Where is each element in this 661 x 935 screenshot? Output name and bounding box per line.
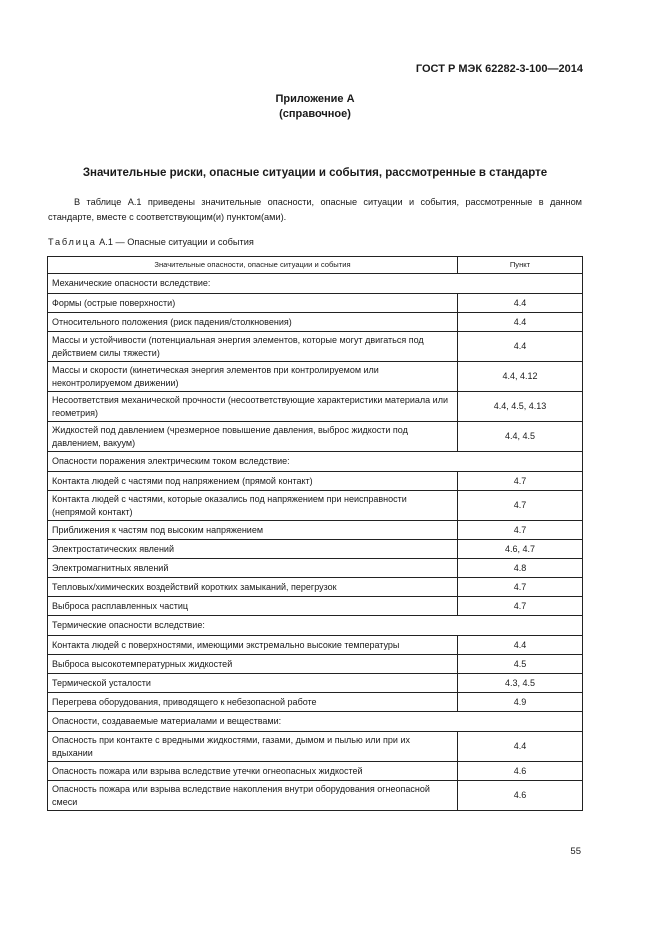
table-row xyxy=(48,636,583,655)
section-title: Термические опасности вследствие: xyxy=(48,616,583,636)
table-row xyxy=(48,597,583,616)
table-caption-label: Таблица xyxy=(48,237,97,247)
appendix-title: Приложение А xyxy=(275,93,355,105)
hazard-cell: Массы и скорости (кинетическая энергия элементов при контролируемом или неконтролируемом движении) xyxy=(48,362,458,392)
intro-paragraph: В таблице А.1 приведены значительные опасности, опасные ситуации и события, рассмотренные в данном стандарте, вместе с соответствующим(и) пунктом(ами). xyxy=(48,197,582,222)
clause-cell: 4.5 xyxy=(458,655,583,674)
hazard-cell: Опасность при контакте с вредными жидкостями, газами, дымом и пылью или при их вдыхании xyxy=(48,732,458,762)
table-row xyxy=(48,693,583,712)
hazard-cell: Термической усталости xyxy=(48,674,458,693)
clause-cell: 4.4 xyxy=(458,636,583,655)
hazard-cell: Контакта людей с поверхностями, имеющими экстремально высокие температуры xyxy=(48,636,458,655)
table-row xyxy=(48,422,583,452)
section-title: Опасности поражения электрическим током вследствие: xyxy=(48,452,583,472)
table-row xyxy=(48,332,583,362)
table-row xyxy=(48,294,583,313)
hazard-cell: Приближения к частям под высоким напряжением xyxy=(48,521,458,540)
table-row xyxy=(48,392,583,422)
clause-cell: 4.4 xyxy=(458,332,583,362)
standard-code: ГОСТ Р МЭК 62282-3-100—2014 xyxy=(415,63,583,75)
hazard-cell: Электромагнитных явлений xyxy=(48,559,458,578)
table-caption xyxy=(48,237,254,247)
table-section-row xyxy=(48,274,583,294)
clause-cell: 4.8 xyxy=(458,559,583,578)
table-section-row xyxy=(48,712,583,732)
clause-cell: 4.9 xyxy=(458,693,583,712)
hazard-cell: Перегрева оборудования, приводящего к небезопасной работе xyxy=(48,693,458,712)
table-row xyxy=(48,732,583,762)
hazard-cell: Массы и устойчивости (потенциальная энергия элементов, которые могут двигаться под действием силы тяжести) xyxy=(48,332,458,362)
clause-cell: 4.7 xyxy=(458,578,583,597)
clause-cell: 4.4, 4.5, 4.13 xyxy=(458,392,583,422)
hazard-cell: Формы (острые поверхности) xyxy=(48,294,458,313)
clause-cell: 4.4 xyxy=(458,294,583,313)
column-header-clause: Пункт xyxy=(458,257,583,274)
hazard-cell: Электростатических явлений xyxy=(48,540,458,559)
hazard-cell: Опасность пожара или взрыва вследствие накопления внутри оборудования огнеопасной смеси xyxy=(48,781,458,811)
page-number: 55 xyxy=(570,846,581,857)
hazard-cell: Тепловых/химических воздействий коротких замыканий, перегрузок xyxy=(48,578,458,597)
clause-cell: 4.4 xyxy=(458,313,583,332)
hazard-cell: Относительного положения (риск падения/столкновения) xyxy=(48,313,458,332)
clause-cell: 4.6 xyxy=(458,762,583,781)
clause-cell: 4.7 xyxy=(458,521,583,540)
section-title: Механические опасности вследствие: xyxy=(48,274,583,294)
table-row xyxy=(48,472,583,491)
table-caption-text: А.1 — Опасные ситуации и события xyxy=(96,237,254,247)
column-header-hazard: Значительные опасности, опасные ситуации и события xyxy=(48,257,458,274)
table-section-row xyxy=(48,616,583,636)
table-section-row xyxy=(48,452,583,472)
clause-cell: 4.7 xyxy=(458,597,583,616)
appendix-subtitle: (справочное) xyxy=(279,108,351,120)
clause-cell: 4.6, 4.7 xyxy=(458,540,583,559)
hazard-cell: Выброса высокотемпературных жидкостей xyxy=(48,655,458,674)
clause-cell: 4.7 xyxy=(458,472,583,491)
hazards-table xyxy=(47,256,583,811)
hazard-cell: Опасность пожара или взрыва вследствие утечки огнеопасных жидкостей xyxy=(48,762,458,781)
clause-cell: 4.3, 4.5 xyxy=(458,674,583,693)
section-title: Опасности, создаваемые материалами и веществами: xyxy=(48,712,583,732)
table-header-row xyxy=(48,257,583,274)
table-row xyxy=(48,674,583,693)
clause-cell: 4.6 xyxy=(458,781,583,811)
hazard-cell: Выброса расплавленных частиц xyxy=(48,597,458,616)
section-heading: Значительные риски, опасные ситуации и события, рассмотренные в стандарте xyxy=(82,167,548,179)
table-row xyxy=(48,491,583,521)
hazard-cell: Несоответствия механической прочности (несоответствующие характеристики материала или геометрия) xyxy=(48,392,458,422)
clause-cell: 4.4, 4.5 xyxy=(458,422,583,452)
clause-cell: 4.7 xyxy=(458,491,583,521)
table-row xyxy=(48,313,583,332)
hazard-cell: Жидкостей под давлением (чрезмерное повышение давления, выброс жидкости под давлением, вакуум) xyxy=(48,422,458,452)
table-row xyxy=(48,655,583,674)
table-row xyxy=(48,762,583,781)
clause-cell: 4.4 xyxy=(458,732,583,762)
table-row xyxy=(48,781,583,811)
hazard-cell: Контакта людей с частями под напряжением (прямой контакт) xyxy=(48,472,458,491)
table-row xyxy=(48,362,583,392)
table-row xyxy=(48,540,583,559)
table-row xyxy=(48,578,583,597)
clause-cell: 4.4, 4.12 xyxy=(458,362,583,392)
table-row xyxy=(48,521,583,540)
hazard-cell: Контакта людей с частями, которые оказались под напряжением при неисправности (непрямой контакт) xyxy=(48,491,458,521)
appendix-header xyxy=(0,92,630,122)
table-row xyxy=(48,559,583,578)
